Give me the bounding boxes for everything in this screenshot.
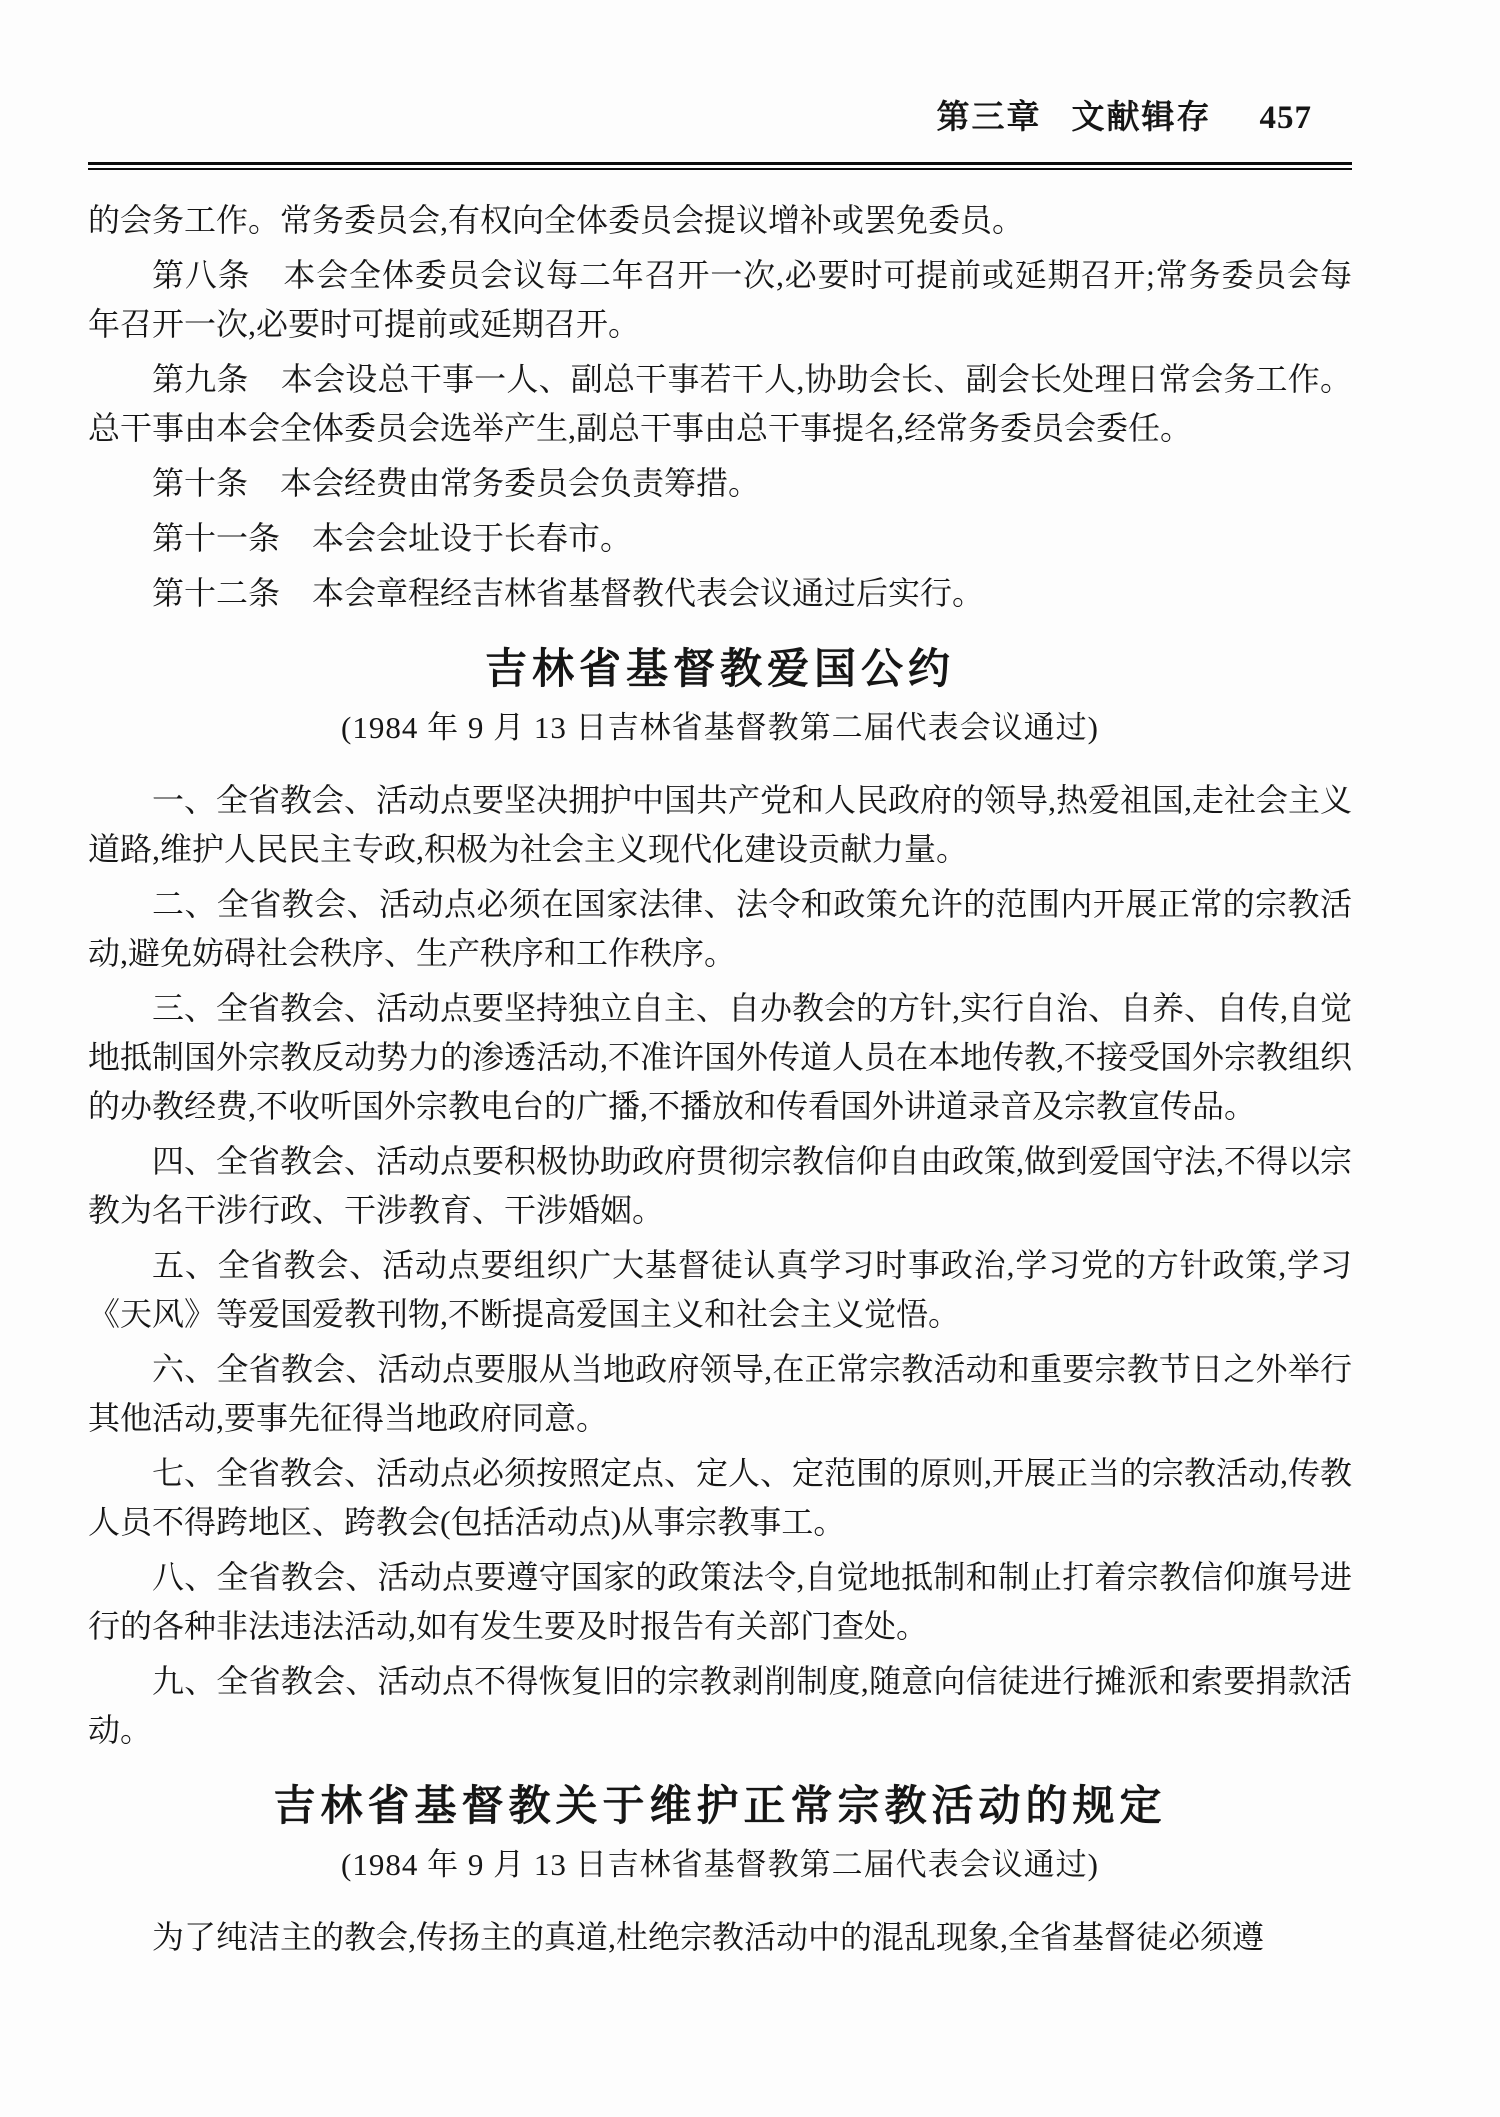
regulation-paragraph: 为了纯洁主的教会,传扬主的真道,杜绝宗教活动中的混乱现象,全省基督徒必须遵 <box>152 1919 1265 1955</box>
page-header <box>88 0 1352 140</box>
charter-paragraph: 第十条 本会经费由常务委员会负责筹措。 <box>152 465 761 501</box>
section-heading: 文献辑存 <box>1071 100 1212 136</box>
covenant-title: 吉林省基督教爱国公约 <box>484 647 955 693</box>
regulation-subtitle: (1984 年 9 月 13 日吉林省基督教第二届代表会议通过) <box>341 1847 1099 1882</box>
charter-paragraph: 第九条 本会设总干事一人、副总干事若干人,协助会长、副会长处理日常会务工作。总干事由本会全体委员会选举产生,副总干事由总干事提名,经常务委员会委任。 <box>88 361 1352 446</box>
charter-paragraph: 第十二条 本会章程经吉林省基督教代表会议通过后实行。 <box>152 575 985 611</box>
regulation-intro-section <box>88 1913 1352 1962</box>
covenant-item: 九、全省教会、活动点不得恢复旧的宗教剥削制度,随意向信徒进行摊派和索要捐款活动。 <box>88 1663 1352 1748</box>
charter-paragraph: 的会务工作。常务委员会,有权向全体委员会提议增补或罢免委员。 <box>88 202 1025 238</box>
covenant-item: 一、全省教会、活动点要坚决拥护中国共产党和人民政府的领导,热爱祖国,走社会主义道路,维护人民民主专政,积极为社会主义现代化建设贡献力量。 <box>88 782 1353 867</box>
page-number: 457 <box>1259 100 1312 136</box>
regulation-title: 吉林省基督教关于维护正常宗教活动的规定 <box>273 1784 1167 1830</box>
header-rule-thick-line <box>88 162 1352 165</box>
charter-paragraph: 第八条 本会全体委员会议每二年召开一次,必要时可提前或延期召开;常务委员会每年召开一次,必要时可提前或延期召开。 <box>88 257 1352 342</box>
covenant-item: 七、全省教会、活动点必须按照定点、定人、定范围的原则,开展正当的宗教活动,传教人员不得跨地区、跨教会(包括活动点)从事宗教事工。 <box>88 1455 1353 1540</box>
covenant-item: 六、全省教会、活动点要服从当地政府领导,在正常宗教活动和重要宗教节日之外举行其他活动,要事先征得当地政府同意。 <box>88 1351 1352 1436</box>
covenant-item: 二、全省教会、活动点必须在国家法律、法令和政策允许的范围内开展正常的宗教活动,避免妨碍社会秩序、生产秩序和工作秩序。 <box>88 886 1352 971</box>
covenant-item: 五、全省教会、活动点要组织广大基督徒认真学习时事政治,学习党的方针政策,学习《天风》等爱国爱教刊物,不断提高爱国主义和社会主义觉悟。 <box>88 1247 1352 1332</box>
chapter-heading: 第三章 <box>936 100 1042 136</box>
covenant-item: 八、全省教会、活动点要遵守国家的政策法令,自觉地抵制和制止打着宗教信仰旗号进行的各种非法违法活动,如有发生要及时报告有关部门查处。 <box>88 1559 1352 1644</box>
charter-paragraph: 第十一条 本会会址设于长春市。 <box>152 520 633 556</box>
header-rule <box>88 162 1352 170</box>
covenant-item: 三、全省教会、活动点要坚持独立自主、自办教会的方针,实行自治、自养、自传,自觉地抵制国外宗教反动势力的渗透活动,不准许国外传道人员在本地传教,不接受国外宗教组织的办教经费,不收听国外宗教电台的广播,不播放和传看国外讲道录音及宗教宣传品。 <box>88 990 1353 1124</box>
covenant-items-section <box>88 776 1352 1755</box>
covenant-item: 四、全省教会、活动点要积极协助政府贯彻宗教信仰自由政策,做到爱国守法,不得以宗教为名干涉行政、干涉教育、干涉婚姻。 <box>88 1143 1353 1228</box>
charter-articles-section <box>88 196 1352 618</box>
header-rule-thin-line <box>88 168 1352 170</box>
covenant-subtitle: (1984 年 9 月 13 日吉林省基督教第二届代表会议通过) <box>341 710 1099 745</box>
